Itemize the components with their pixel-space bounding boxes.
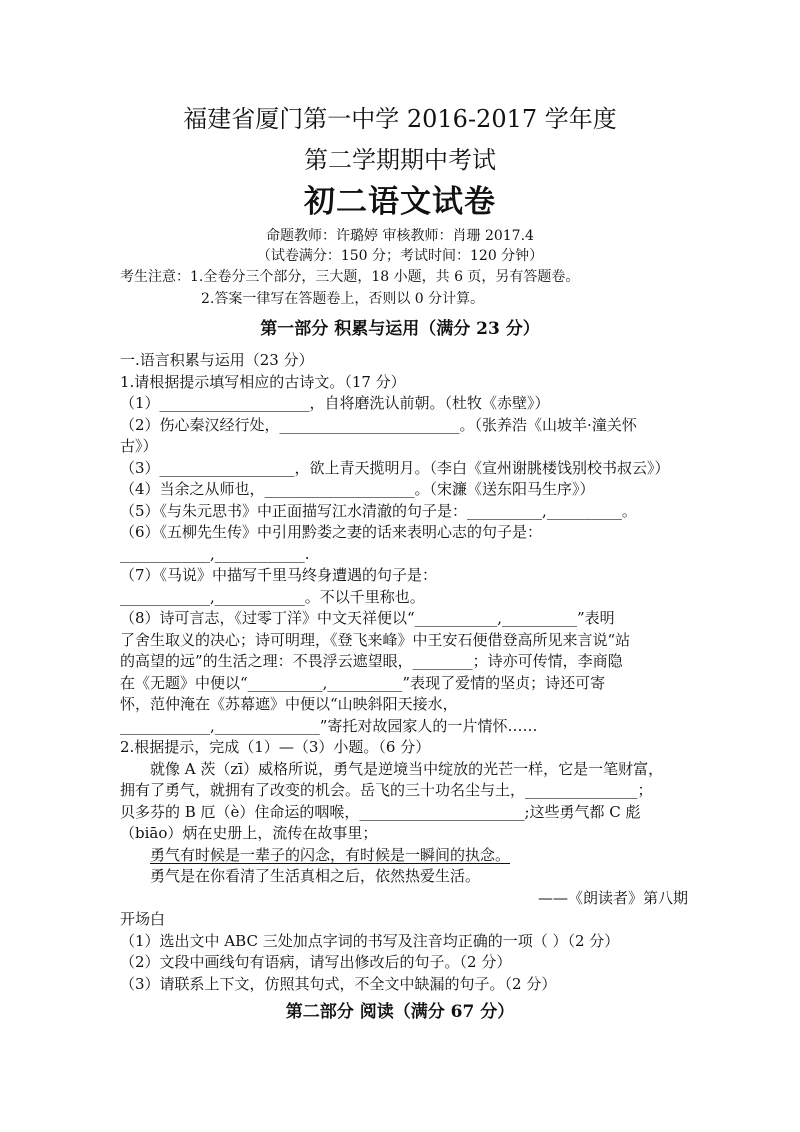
q1-item-8-line-2: 了舍生取义的决心；诗可明理，《登飞来峰》中王安石便借登高所见来言说“站 [120, 631, 631, 649]
q2-passage-line-6: 勇气是在你看清了生活真相之后，依然热爱生活。 [150, 867, 481, 885]
score-time-info: （试卷满分：150 分；考试时间：120 分钟） [256, 248, 544, 264]
section-1-heading: 一.语言积累与运用（23 分） [120, 351, 314, 369]
q2-passage-line-2: 拥有了勇气，就拥有了改变的机会。岳飞的三十功名尘与土，_______________； [120, 781, 653, 799]
notice-line-1: 考生注意：1.全卷分三个部分，三大题，18 小题，共 6 页，另有答题卷。 [120, 269, 580, 285]
q1-item-7-blanks: ____________,____________。不以千里称也。 [120, 588, 425, 606]
q2-passage-line-4: （biāo）炳在史册上，流传在故事里； [120, 824, 378, 842]
q1-item-8-line-5: 怀，范仲淹在《苏幕遮》中便以“山映斜阳天接水， [120, 695, 458, 713]
q1-item-8-line-6: ____________,______________”寄托对故园家人的一片情怀…… [120, 717, 538, 735]
q1-item-8-line-3: 的高望的远”的生活之理：不畏浮云遮望眼，________；诗亦可传情，李商隐 [120, 652, 623, 670]
q1-item-2: （2）伤心秦汉经行处，________________________。（张养浩《山坡羊·潼关怀 [120, 416, 637, 434]
q2-source-cont: 开场白 [120, 910, 166, 928]
teacher-info: 命题教师：许璐婷 审核教师：肖珊 2017.4 [266, 228, 534, 244]
q1-item-7: （7）《马说》中描写千里马终身遭遇的句子是： [120, 566, 438, 584]
q2-passage-line-1: 就像 A 茨（zī）威格所说，勇气是逆境当中绽放的光芒一样，它是一笔财富， [150, 760, 664, 778]
q1-item-6: （6）《五柳先生传》中引用黔娄之妻的话来表明心志的句子是： [120, 523, 543, 541]
notice-line-2: 2.答案一律写在答题卷上，否则以 0 分计算。 [201, 291, 485, 307]
q1-item-5: （5）《与朱元思书》中正面描写江水清澈的句子是：__________,__________。 [120, 502, 637, 520]
q2-underlined-sentence: 勇气有时候是一辈子的闪念，有时候是一瞬间的执念。 [150, 846, 511, 864]
paper-title: 初二语文试卷 [304, 184, 496, 220]
q1-item-8-line-1: （8）诗可言志，《过零丁洋》中文天祥便以“___________,__________”表明 [120, 609, 615, 627]
part1-title: 第一部分 积累与运用（满分 23 分） [260, 319, 540, 339]
q1-item-6-blanks: ____________,____________. [120, 545, 310, 563]
q2-sub-1: （1）选出文中 ABC 三处加点字词的书写及注音均正确的一项（ ）（2 分） [120, 932, 620, 950]
term-title: 第二学期期中考试 [304, 146, 496, 174]
q1-item-3: （3）__________________，欲上青天揽明月。（李白《宣州谢朓楼饯别校书叔云》） [120, 459, 670, 477]
q2-sub-3: （3）请联系上下文，仿照其句式，不全文中缺漏的句子。（2 分） [120, 975, 557, 993]
q1-item-1: （1）____________________，自将磨洗认前朝。（杜牧《赤壁》） [120, 394, 550, 412]
q1-intro: 1.请根据提示填写相应的古诗文。（17 分） [120, 373, 406, 391]
q1-item-4: （4）当余之从师也，____________________。（宋濂《送东阳马生序》） [120, 480, 595, 498]
q1-item-8-line-4: 在《无题》中便以“__________,__________”表现了爱情的坚贞；诗还可寄 [120, 674, 606, 692]
school-title: 福建省厦门第一中学 2016-2017 学年度 [183, 105, 617, 133]
q2-sub-2: （2）文段中画线句有语病，请写出修改后的句子。（2 分） [120, 953, 512, 971]
q2-source: ——《朗读者》第八期 [537, 889, 688, 907]
q1-item-2-cont: 古》） [120, 437, 158, 455]
q2-intro: 2.根据提示，完成（1）—（3）小题。（6 分） [120, 738, 431, 756]
q2-passage-line-3: 贝多芬的 B 厄（è）住命运的咽喉，______________________;这些勇气都 C 彪 [120, 803, 641, 821]
part2-title: 第二部分 阅读（满分 67 分） [285, 1002, 515, 1022]
